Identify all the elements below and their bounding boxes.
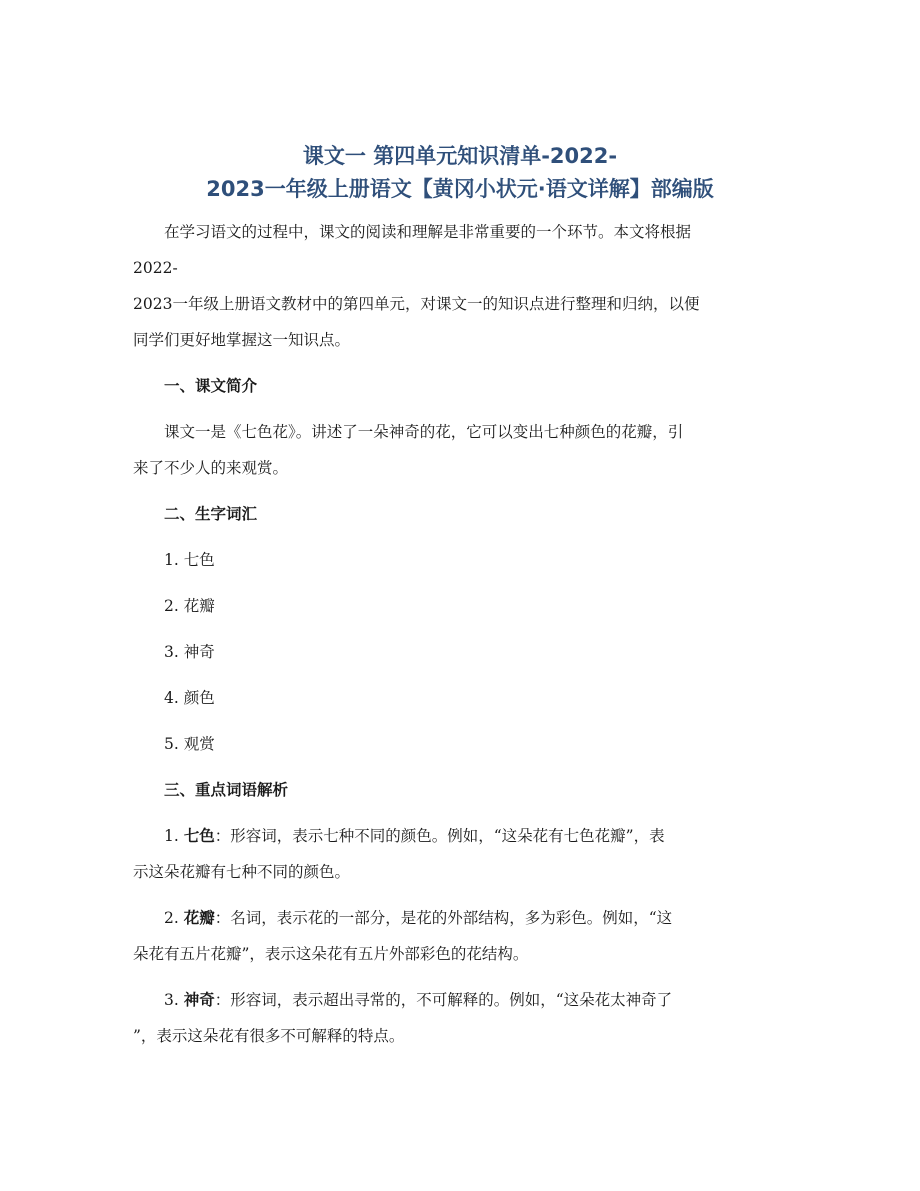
key-word-line: 示这朵花瓣有七种不同的颜色。 [133, 863, 351, 881]
title-line-2: 2023一年级上册语文【黄冈小状元·语文详解】部编版 [206, 177, 714, 201]
key-word-line [133, 900, 787, 936]
key-word-entry [133, 900, 787, 972]
summary-line: 课文一是《七色花》。讲述了一朵神奇的花，它可以变出七种颜色的花瓣，引 [164, 423, 684, 441]
vocab-item: 1. 七色 [164, 551, 215, 569]
summary-paragraph [133, 414, 787, 486]
intro-line: 2023一年级上册语文教材中的第四单元，对课文一的知识点进行整理和归纳，以便 [133, 295, 700, 313]
key-word-entry [133, 818, 787, 890]
intro-paragraph [133, 214, 787, 358]
section-heading-intro: 一、课文简介 [164, 377, 258, 395]
key-term: 花瓣 [183, 909, 215, 927]
section-heading-key-words: 三、重点词语解析 [164, 781, 289, 799]
key-term: 七色 [183, 827, 215, 845]
key-word-line [133, 818, 787, 854]
definition-text: ：形容词，表示超出寻常的，不可解释的。例如，“这朵花太神奇了 [214, 991, 673, 1009]
vocab-item: 2. 花瓣 [164, 597, 215, 615]
definition-text: ：名词，表示花的一部分，是花的外部结构，多为彩色。例如，“这 [214, 909, 673, 927]
entry-number: 1. [164, 827, 184, 845]
document-body [133, 214, 787, 1054]
document-title [130, 140, 790, 206]
summary-line: 来了不少人的来观赏。 [133, 459, 289, 477]
vocab-item: 3. 神奇 [164, 643, 215, 661]
vocab-item: 4. 颜色 [164, 689, 215, 707]
key-word-line [133, 982, 787, 1018]
intro-line: 2022- [133, 259, 178, 277]
key-word-entry [133, 982, 787, 1054]
key-term: 神奇 [183, 991, 215, 1009]
entry-number: 3. [164, 991, 184, 1009]
intro-line: 在学习语文的过程中，课文的阅读和理解是非常重要的一个环节。本文将根据 [164, 223, 692, 241]
key-word-line: ”，表示这朵花有很多不可解释的特点。 [133, 1027, 405, 1045]
section-heading-vocabulary: 二、生字词汇 [164, 505, 258, 523]
definition-text: ：形容词，表示七种不同的颜色。例如，“这朵花有七色花瓣”，表 [214, 827, 665, 845]
title-line-1: 课文一 第四单元知识清单-2022- [302, 144, 618, 168]
entry-number: 2. [164, 909, 184, 927]
intro-line: 同学们更好地掌握这一知识点。 [133, 331, 351, 349]
vocab-item: 5. 观赏 [164, 735, 215, 753]
key-word-line: 朵花有五片花瓣”，表示这朵花有五片外部彩色的花结构。 [133, 945, 529, 963]
